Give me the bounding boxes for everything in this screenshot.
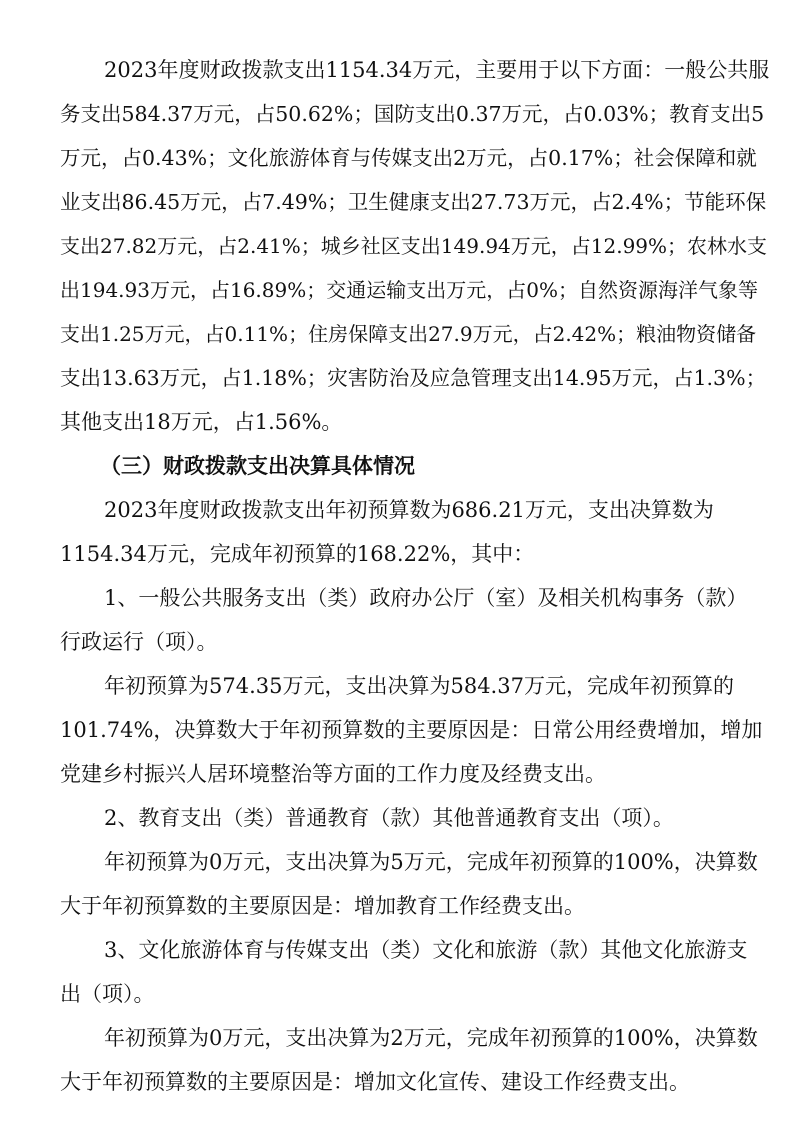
section-heading: （三）财政拨款支出决算具体情况	[100, 453, 415, 478]
paragraph-line: 大于年初预算数的主要原因是：增加文化宣传、建设工作经费支出。	[60, 1070, 690, 1094]
paragraph-line: 其他支出18万元，占1.56%。	[60, 410, 343, 434]
paragraph-line: 2023年度财政拨款支出年初预算数为686.21万元，支出决算数为	[104, 498, 714, 522]
paragraph-line: 党建乡村振兴人居环境整治等方面的工作力度及经费支出。	[60, 762, 606, 786]
item-title-line: 2、教育支出（类）普通教育（款）其他普通教育支出（项）。	[104, 806, 674, 830]
paragraph-line: 年初预算为0万元，支出决算为5万元，完成年初预算的100%，决算数	[104, 850, 758, 874]
paragraph-line: 2023年度财政拨款支出1154.34万元，主要用于以下方面：一般公共服	[104, 58, 770, 82]
paragraph-line: 出194.93万元，占16.89%；交通运输支出万元，占0%；自然资源海洋气象等	[60, 278, 758, 302]
item-title-line: 3、文化旅游体育与传媒支出（类）文化和旅游（款）其他文化旅游支	[104, 938, 748, 962]
paragraph-line: 支出13.63万元，占1.18%；灾害防治及应急管理支出14.95万元，占1.3%；	[60, 366, 767, 390]
item-title-line: 行政运行（项）。	[60, 630, 218, 654]
paragraph-line: 年初预算为0万元，支出决算为2万元，完成年初预算的100%，决算数	[104, 1026, 758, 1050]
paragraph-line: 业支出86.45万元，占7.49%；卫生健康支出27.73万元，占2.4%；节能环保	[60, 190, 767, 214]
paragraph-line: 大于年初预算数的主要原因是：增加教育工作经费支出。	[60, 894, 585, 918]
paragraph-line: 支出1.25万元，占0.11%；住房保障支出27.9万元，占2.42%；粮油物资储备	[60, 322, 757, 346]
item-title-line: 1、一般公共服务支出（类）政府办公厅（室）及相关机构事务（款）	[104, 586, 748, 610]
item-title-line: 出（项）。	[60, 982, 155, 1006]
paragraph-line: 101.74%，决算数大于年初预算数的主要原因是：日常公用经费增加，增加	[60, 718, 763, 742]
paragraph-line: 年初预算为574.35万元，支出决算为584.37万元，完成年初预算的	[104, 674, 734, 698]
paragraph-line: 万元，占0.43%；文化旅游体育与传媒支出2万元，占0.17%；社会保障和就	[60, 146, 757, 170]
paragraph-line: 务支出584.37万元，占50.62%；国防支出0.37万元，占0.03%；教育支出5	[60, 102, 765, 126]
paragraph-line: 支出27.82万元，占2.41%；城乡社区支出149.94万元，占12.99%；农林水支	[60, 234, 768, 258]
paragraph-line: 1154.34万元，完成年初预算的168.22%，其中：	[60, 542, 535, 566]
